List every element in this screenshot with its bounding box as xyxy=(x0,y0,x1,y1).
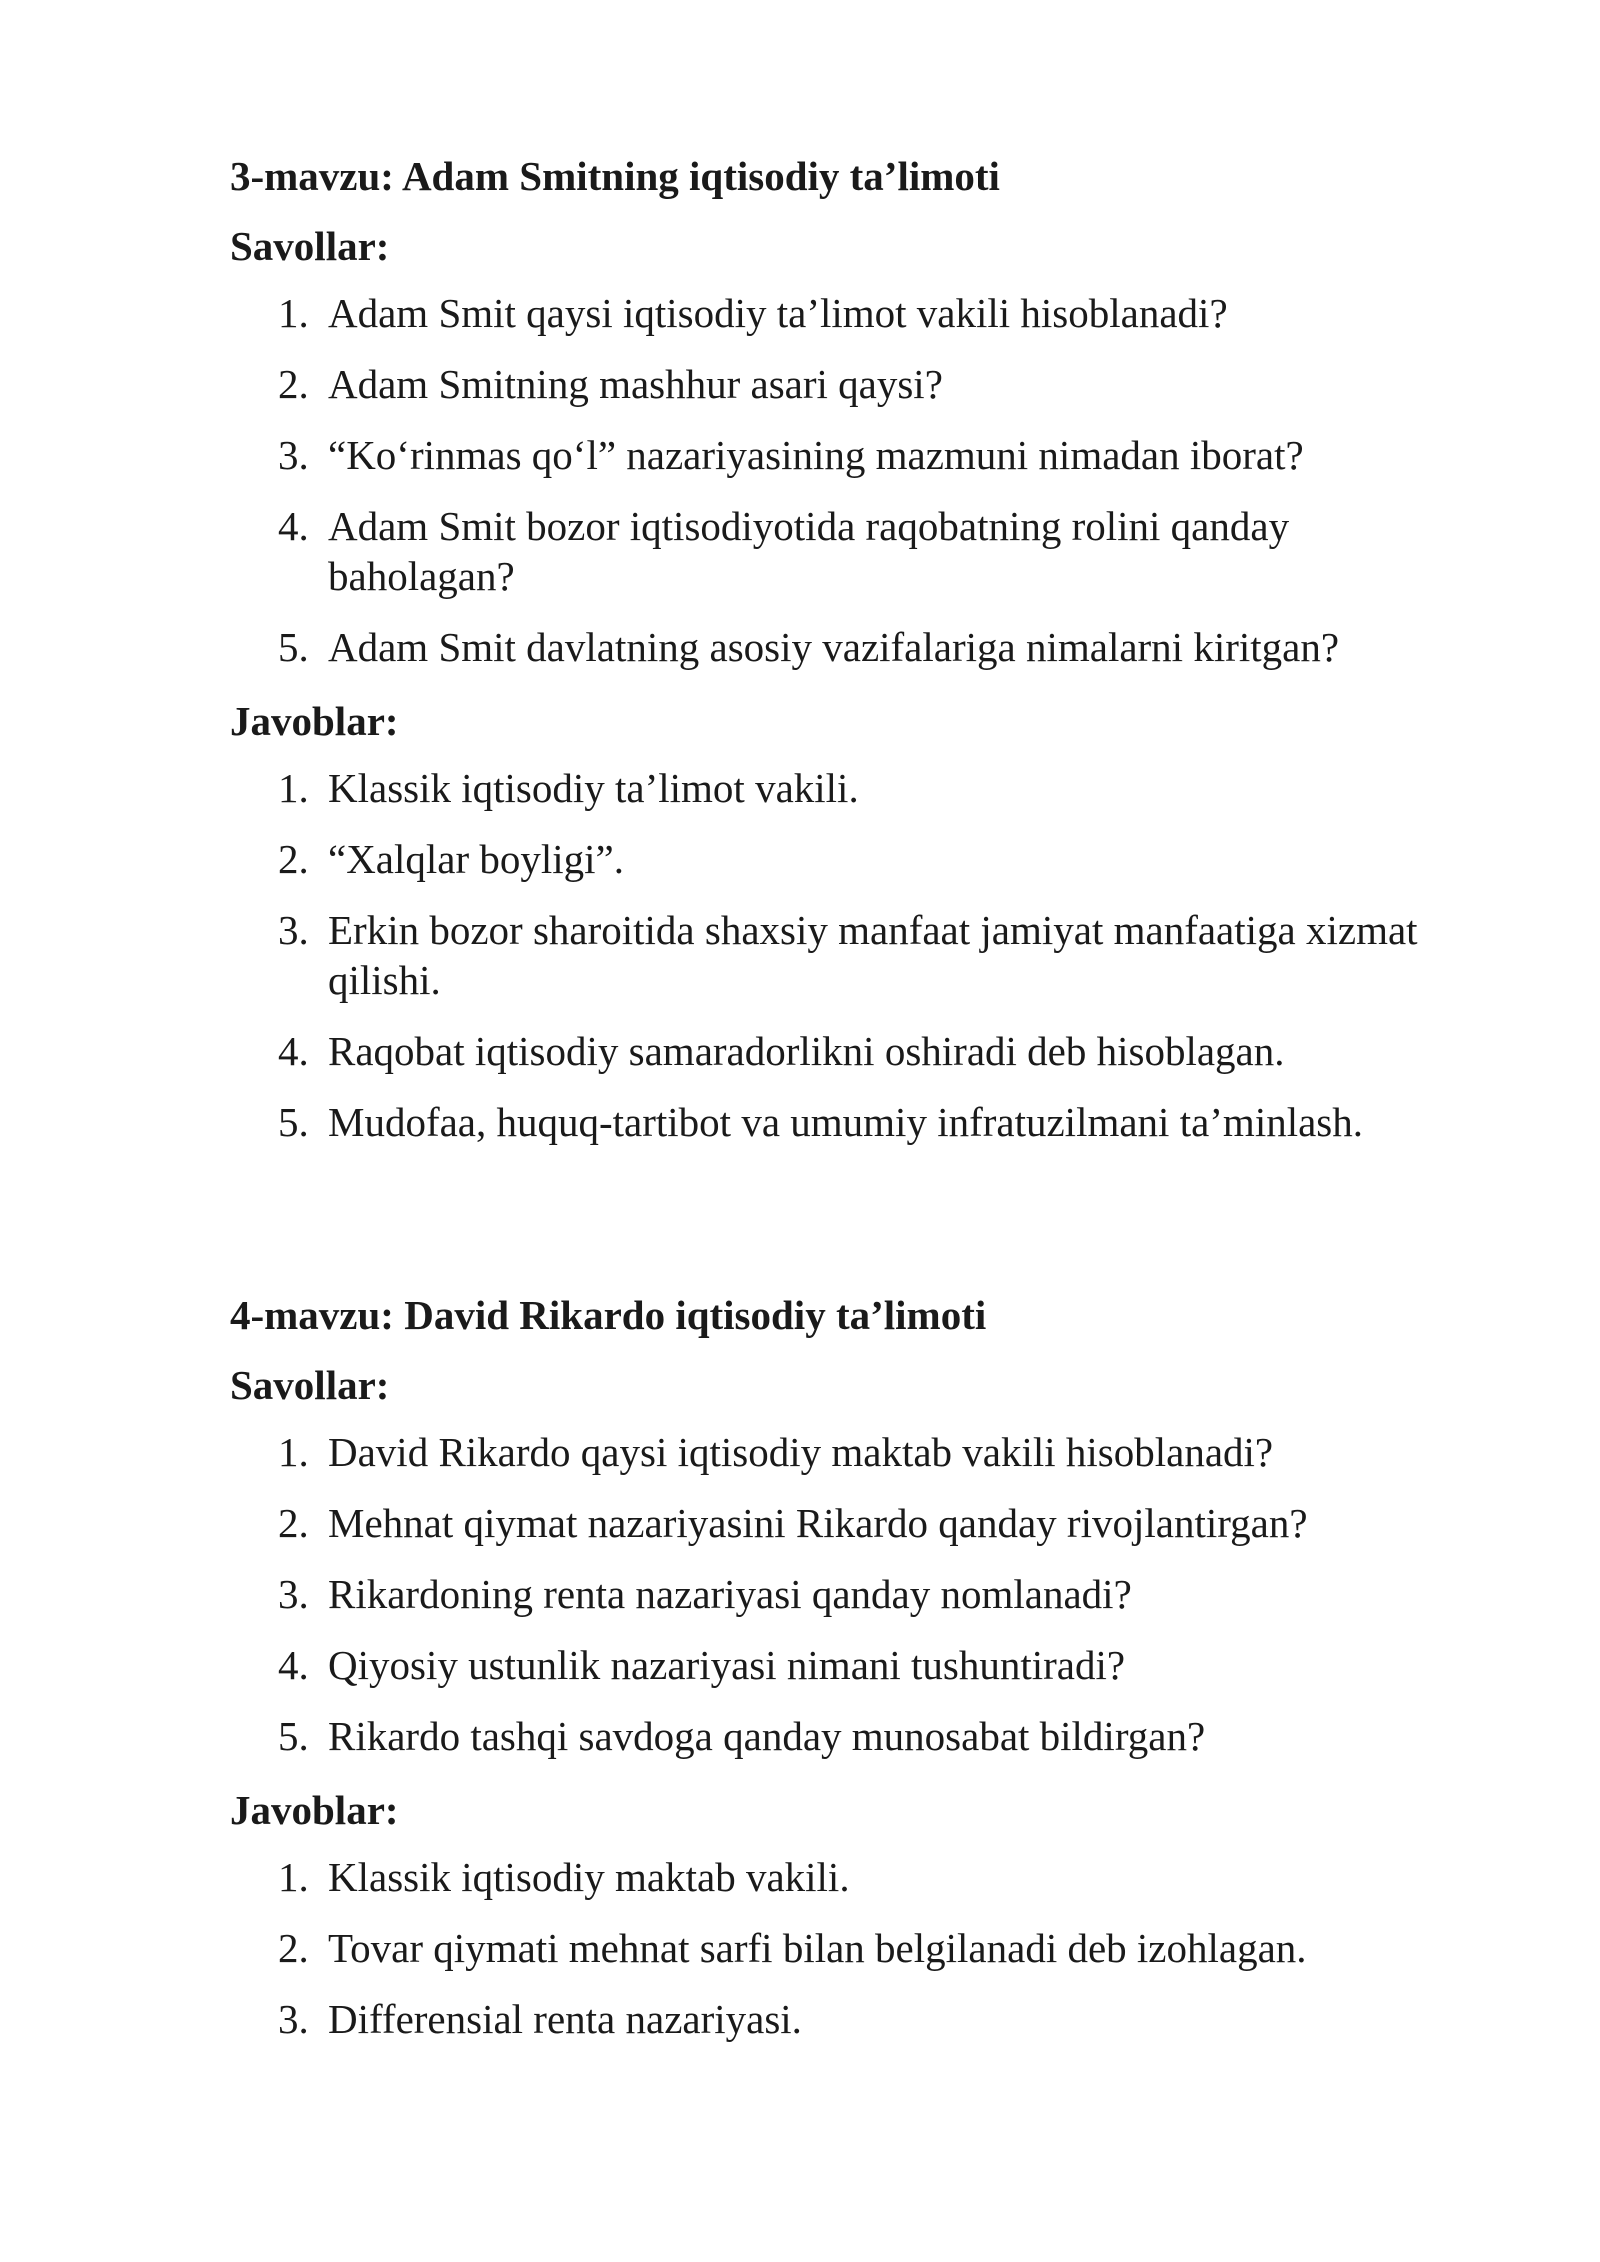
list-item xyxy=(230,359,1480,409)
item-text: Rikardo tashqi savdoga qanday munosabat bildirgan? xyxy=(328,1713,1206,1759)
document-page xyxy=(230,148,1480,2065)
topic-title: 3-mavzu: Adam Smitning iqtisodiy ta’limoti xyxy=(230,153,1000,199)
item-text: Tovar qiymati mehnat sarfi bilan belgilanadi deb izohlagan. xyxy=(328,1925,1307,1971)
item-number: 1. xyxy=(278,1854,309,1900)
questions-label: Savollar: xyxy=(230,223,390,269)
item-text: Mudofaa, huquq-tartibot va umumiy infratuzilmani ta’minlash. xyxy=(328,1099,1364,1145)
item-text: Erkin bozor sharoitida shaxsiy manfaat jamiyat manfaatiga xizmat qilishi. xyxy=(328,907,1418,1003)
questions-list xyxy=(230,288,1480,672)
item-number: 1. xyxy=(278,1429,309,1475)
list-item xyxy=(230,1852,1480,1902)
item-number: 4. xyxy=(278,1642,309,1688)
item-text: “Ko‘rinmas qo‘l” nazariyasining mazmuni nimadan iborat? xyxy=(328,432,1304,478)
item-number: 1. xyxy=(278,290,309,336)
item-number: 3. xyxy=(278,1571,309,1617)
item-text: Klassik iqtisodiy maktab vakili. xyxy=(328,1854,850,1900)
item-text: Rikardoning renta nazariyasi qanday nomlanadi? xyxy=(328,1571,1132,1617)
answers-list xyxy=(230,1852,1480,2044)
item-text: Klassik iqtisodiy ta’limot vakili. xyxy=(328,765,859,811)
item-number: 2. xyxy=(278,836,309,882)
item-number: 3. xyxy=(278,1996,309,2042)
item-number: 4. xyxy=(278,503,309,549)
item-number: 3. xyxy=(278,907,309,953)
list-item xyxy=(230,763,1480,813)
list-item xyxy=(230,834,1480,884)
list-item xyxy=(230,1640,1480,1690)
item-text: Adam Smit bozor iqtisodiyotida raqobatning rolini qanday baholagan? xyxy=(328,503,1290,599)
item-text: Differensial renta nazariyasi. xyxy=(328,1996,802,2042)
item-number: 5. xyxy=(278,624,309,670)
topic-section-3 xyxy=(230,148,1480,1147)
topic-title: 4-mavzu: David Rikardo iqtisodiy ta’limoti xyxy=(230,1292,987,1338)
list-item xyxy=(230,288,1480,338)
list-item xyxy=(230,1569,1480,1619)
item-number: 1. xyxy=(278,765,309,811)
item-number: 4. xyxy=(278,1028,309,1074)
list-item xyxy=(230,501,1480,601)
list-item xyxy=(230,1026,1480,1076)
list-item xyxy=(230,1923,1480,1973)
list-item xyxy=(230,1994,1480,2044)
list-item xyxy=(230,1711,1480,1761)
item-text: “Xalqlar boyligi”. xyxy=(328,836,625,882)
list-item xyxy=(230,905,1480,1005)
questions-label: Savollar: xyxy=(230,1362,390,1408)
item-text: Adam Smitning mashhur asari qaysi? xyxy=(328,361,943,407)
item-text: Adam Smit qaysi iqtisodiy ta’limot vakili hisoblanadi? xyxy=(328,290,1228,336)
item-number: 5. xyxy=(278,1713,309,1759)
item-text: Adam Smit davlatning asosiy vazifalariga nimalarni kiritgan? xyxy=(328,624,1340,670)
answers-label: Javoblar: xyxy=(230,698,399,744)
item-number: 2. xyxy=(278,361,309,407)
item-text: Mehnat qiymat nazariyasini Rikardo qanday rivojlantirgan? xyxy=(328,1500,1308,1546)
item-number: 2. xyxy=(278,1500,309,1546)
item-text: Qiyosiy ustunlik nazariyasi nimani tushuntiradi? xyxy=(328,1642,1126,1688)
list-item xyxy=(230,1097,1480,1147)
item-number: 2. xyxy=(278,1925,309,1971)
questions-list xyxy=(230,1427,1480,1761)
topic-section-4 xyxy=(230,1287,1480,2044)
answers-list xyxy=(230,763,1480,1147)
list-item xyxy=(230,1427,1480,1477)
item-number: 5. xyxy=(278,1099,309,1145)
list-item xyxy=(230,1498,1480,1548)
list-item xyxy=(230,622,1480,672)
answers-label: Javoblar: xyxy=(230,1787,399,1833)
item-text: David Rikardo qaysi iqtisodiy maktab vakili hisoblanadi? xyxy=(328,1429,1274,1475)
list-item xyxy=(230,430,1480,480)
item-number: 3. xyxy=(278,432,309,478)
item-text: Raqobat iqtisodiy samaradorlikni oshiradi deb hisoblagan. xyxy=(328,1028,1285,1074)
